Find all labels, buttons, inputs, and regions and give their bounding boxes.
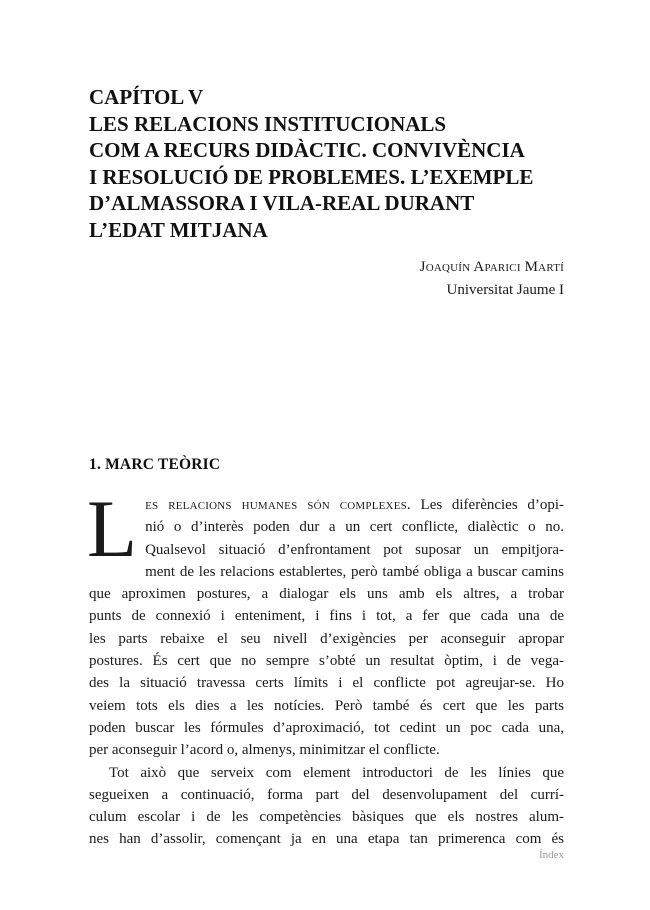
paragraph-line: poden buscar les fórmules d’aproximació, tot cedint un poc cada una, <box>89 719 564 736</box>
drop-cap: L <box>87 483 138 574</box>
paragraph-1 <box>87 483 564 762</box>
paragraph-line <box>145 494 564 516</box>
paragraph-line: que aproximen postures, a dialogar els uns amb els altres, a trobar <box>89 586 564 603</box>
paragraph-line: Qualsevol situació d’enfrontament pot suposar un empitjora- <box>145 541 564 558</box>
index-link[interactable]: Índex <box>538 849 564 861</box>
paragraph-line: nió o d’interès poden dur a un cert conflicte, dialèctic o no. <box>145 519 564 536</box>
paragraph-line: culum escolar i de les competències bàsiques que els nostres alum- <box>89 809 564 826</box>
paragraph-line: les parts rebaixe el seu nivell d’exigències per aconseguir apropar <box>89 630 564 647</box>
author-name: Joaquín Aparici Martí <box>419 259 564 275</box>
paragraph-line: Tot això que serveix com element introductori de les línies que <box>109 764 564 781</box>
paragraph-line: postures. És cert que no sempre s’obté un resultat òptim, i de vega- <box>89 653 564 670</box>
paragraph-line: veiem tots els dies a les notícies. Però també és cert que les parts <box>89 697 564 714</box>
chapter-title-line-2: LES RELACIONS INSTITUCIONALS <box>89 111 447 136</box>
paragraph-2 <box>89 762 564 851</box>
body-text <box>87 483 564 851</box>
section-title: 1. MARC TEÒRIC <box>89 456 221 473</box>
paragraph-line: per aconseguir l’acord o, almenys, minimitzar el conflicte. <box>89 742 440 759</box>
chapter-title-line-6: L’EDAT MITJANA <box>89 217 268 242</box>
chapter-title-line-5: D’ALMASSORA I VILA-REAL DURANT <box>89 191 475 216</box>
paragraph-line-text: Les diferències d’opi- <box>410 497 564 513</box>
paragraph-line: ment de les relacions establertes, però també obliga a buscar camins <box>145 563 564 580</box>
author-affiliation: Universitat Jaume I <box>446 282 564 298</box>
opening-smallcaps: es relacions humanes són complexes. <box>145 497 411 513</box>
author-block <box>420 256 564 302</box>
chapter-title <box>89 84 589 244</box>
chapter-title-line-4: I RESOLUCIÓ DE PROBLEMES. L’EXEMPLE <box>89 164 534 189</box>
chapter-title-line-1: CAPÍTOL V <box>89 85 204 109</box>
chapter-title-line-3: COM A RECURS DIDÀCTIC. CONVIVÈNCIA <box>89 138 525 163</box>
paragraph-line: segueixen a continuació, forma part del desenvolupament del currí- <box>89 786 564 803</box>
paragraph-line: nes han d’assolir, començant ja en una etapa tan primerenca com és <box>89 831 564 848</box>
paragraph-line: punts de connexió i enteniment, i fins i tot, a fer que cada una de <box>89 608 564 625</box>
paragraph-line: des la situació travessa certs límits i el conflicte pot agreujar-se. Ho <box>89 675 564 692</box>
